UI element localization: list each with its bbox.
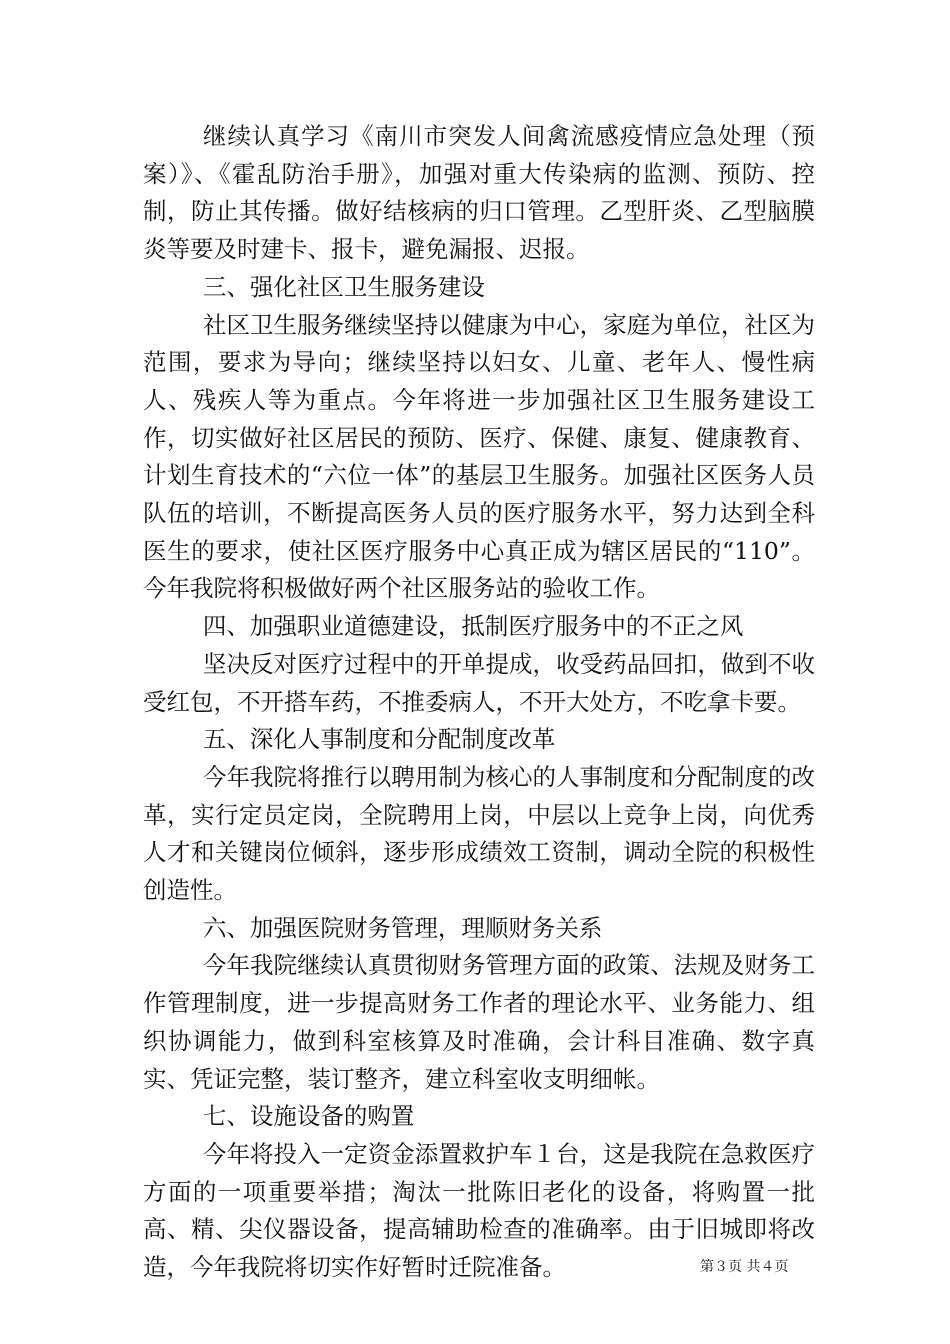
paragraph-personnel-reform: 今年我院将推行以聘用制为核心的人事制度和分配制度的改革，实行定员定岗，全院聘用上岗，中层以上竞争上岗，向优秀人才和关键岗位倾斜，逐步形成绩效工资制，调动全院的积极性创造性。 bbox=[143, 762, 815, 905]
section-heading-financial-management: 六、加强医院财务管理，理顺财务关系 bbox=[202, 913, 603, 942]
page-number-footer: 第３页 共４页 bbox=[700, 1259, 789, 1275]
section-heading-personnel-reform: 五、深化人事制度和分配制度改革 bbox=[202, 725, 556, 754]
paragraph-professional-ethics: 坚决反对医疗过程中的开单提成，收受药品回扣，做到不收受红包，不开搭车药，不推委病人，不开大处方，不吃拿卡要。 bbox=[143, 649, 815, 716]
section-heading-equipment-purchase: 七、设施设备的购置 bbox=[202, 1102, 415, 1131]
section-heading-community-health: 三、强化社区卫生服务建设 bbox=[202, 272, 485, 301]
paragraph-infectious-disease: 继续认真学习《南川市突发人间禽流感疫情应急处理（预案）》、《霍乱防治手册》，加强对重大传染病的监测、预防、控制，防止其传播。做好结核病的归口管理。乙型肝炎、乙型脑膜炎等要及时建卡、报卡，避免漏报、迟报。 bbox=[143, 122, 815, 264]
paragraph-equipment-purchase: 今年将投入一定资金添置救护车１台，这是我院在急救医疗方面的一项重要举措；淘汰一批陈旧老化的设备，将购置一批高、精、尖仪器设备，提高辅助检查的准确率。由于旧城即将改造，今年我院将切实作好暂时迁院准备。 bbox=[143, 1139, 815, 1282]
paragraph-community-health: 社区卫生服务继续坚持以健康为中心，家庭为单位，社区为范围，要求为导向；继续坚持以妇女、儿童、老年人、慢性病人、残疾人等为重点。今年将进一步加强社区卫生服务建设工作，切实做好社区居民的预防、医疗、保健、康复、健康教育、计划生育技术的“六位一体”的基层卫生服务。加强社区医务人员队伍的培训，不断提高医务人员的医疗服务水平，努力达到全科医生的要求，使社区医疗服务中心真正成为辖区居民的“110”。今年我院将积极做好两个社区服务站的验收工作。 bbox=[143, 310, 815, 603]
document-body bbox=[143, 118, 815, 1287]
section-heading-professional-ethics: 四、加强职业道德建设，抵制医疗服务中的不正之风 bbox=[202, 612, 744, 641]
paragraph-financial-management: 今年我院继续认真贯彻财务管理方面的政策、法规及财务工作管理制度，进一步提高财务工作者的理论水平、业务能力、组织协调能力，做到科室核算及时准确，会计科目准确、数字真实、凭证完整，装订整齐，建立科室收支明细帐。 bbox=[143, 951, 815, 1093]
